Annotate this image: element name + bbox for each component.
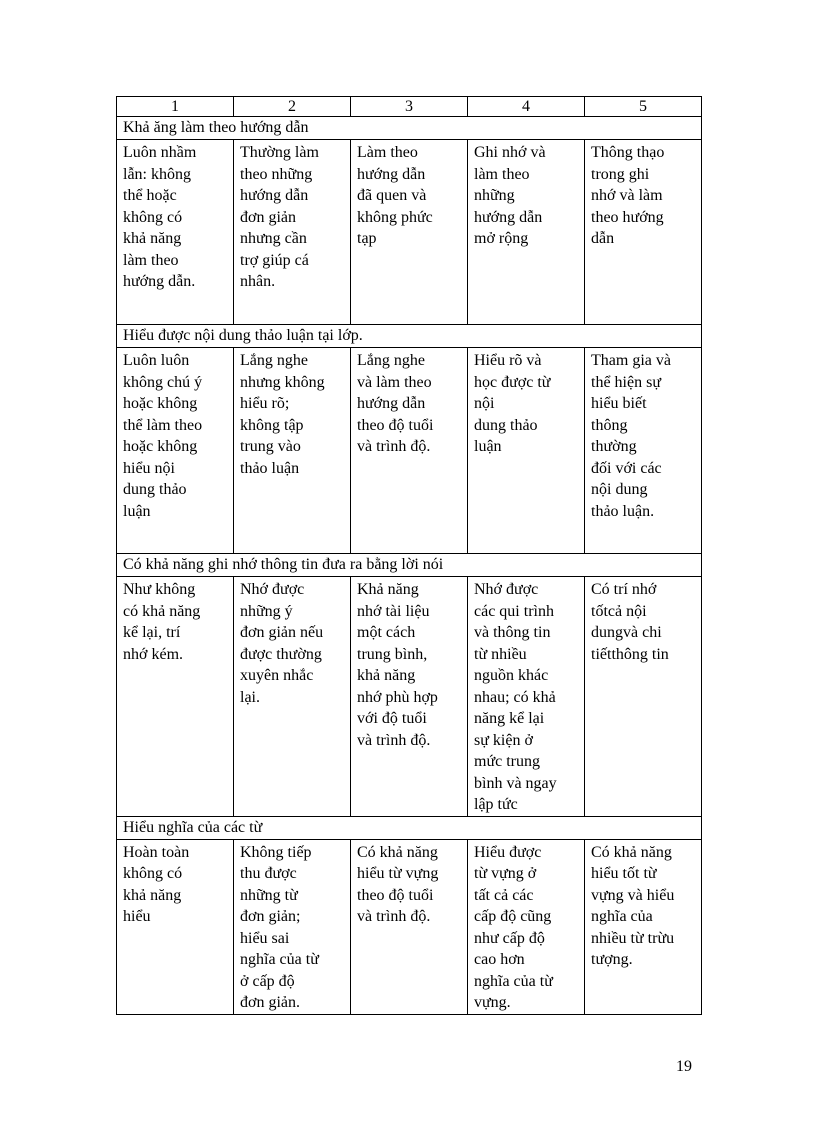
cell-line: đã quen và [357, 187, 427, 204]
level-1-cell [117, 348, 234, 554]
cell-line: hiểu từ vựng [357, 865, 439, 882]
cell-line: mức trung [474, 753, 540, 770]
cell-line: hoặc không [123, 395, 198, 412]
cell-line: nhớ và làm [591, 187, 663, 204]
section-title: Hiểu nghĩa của các từ [117, 816, 702, 839]
cell-line: Hoàn toàn [123, 843, 190, 861]
cell-line: Ghi nhớ và [474, 144, 546, 161]
cell-line: làm theo [123, 251, 179, 269]
cell-line: với độ tuổi [357, 710, 427, 727]
cell-line: khả năng [123, 886, 182, 904]
cell-line: nghĩa của từ [474, 972, 553, 990]
cell-line: những ý [240, 602, 293, 620]
cell-line: xuyên nhắc [240, 667, 314, 684]
cell-line: Lắng nghe [357, 352, 425, 369]
level-2-cell [234, 140, 351, 325]
level-4-cell [468, 140, 585, 325]
level-1-cell [117, 839, 234, 1014]
level-4-cell [468, 839, 585, 1014]
cell-line: không có [123, 208, 183, 226]
level-5-cell [585, 839, 702, 1014]
cell-line: từ nhiều [474, 645, 527, 663]
table-row [117, 577, 702, 817]
cell-line: hướng dẫn [357, 165, 426, 183]
cell-line: không có [123, 865, 183, 882]
cell-line: từ vựng ở [474, 865, 537, 882]
cell-line: nguồn khác [474, 667, 549, 684]
cell-line: theo độ tuổi [357, 886, 434, 904]
cell-line: lại. [240, 688, 260, 706]
cell-line: nhưng cần [240, 230, 307, 247]
level-3-cell [351, 577, 468, 817]
cell-line: tốtcả nội [591, 602, 647, 620]
cell-line: Thường làm [240, 144, 319, 161]
cell-line: lập tức [474, 796, 518, 813]
cell-line: tạp [357, 230, 377, 247]
table-row [117, 839, 702, 1014]
cell-line: nhớ tài liệu [357, 602, 430, 620]
cell-line: Thông thạo [591, 144, 665, 161]
cell-line: đơn giản. [240, 994, 301, 1011]
cell-line: trung vào [240, 438, 301, 455]
assessment-table [116, 96, 702, 1015]
level-4-cell [468, 348, 585, 554]
cell-line: thu được [240, 865, 297, 882]
column-header: 3 [351, 97, 468, 117]
level-4-cell [468, 577, 585, 817]
level-2-cell [234, 577, 351, 817]
cell-line: cấp độ cũng [474, 908, 552, 925]
cell-line: Khả năng [357, 581, 419, 598]
cell-line: Hiểu được [474, 843, 542, 861]
cell-line: nhân. [240, 273, 276, 290]
cell-line: hiểu nội [123, 459, 175, 477]
cell-line: đơn giản; [240, 908, 301, 925]
cell-line: hiểu sai [240, 929, 290, 947]
cell-line: theo hướng [591, 208, 664, 226]
cell-line: hướng dẫn [474, 208, 543, 226]
cell-line: Tham gia và [591, 352, 671, 369]
cell-line: mở rộng [474, 230, 529, 247]
cell-line: được thường [240, 645, 322, 663]
cell-line: lẫn: không [123, 165, 191, 183]
cell-line: nội dung [591, 481, 648, 498]
column-header: 2 [234, 97, 351, 117]
cell-line: và trình độ. [357, 438, 431, 455]
cell-line: không phức [357, 208, 433, 226]
cell-line: theo độ tuổi [357, 416, 434, 434]
cell-line: nghĩa của [591, 908, 653, 925]
cell-line: nhưng không [240, 373, 325, 391]
cell-line: thảo luận. [591, 502, 655, 520]
level-1-cell [117, 577, 234, 817]
cell-line: nhớ phù hợp [357, 688, 438, 706]
cell-line: thể hiện sự [591, 373, 661, 391]
cell-line: hiểu rõ; [240, 395, 290, 412]
cell-line: trung bình, [357, 645, 428, 663]
cell-line: dungvà chi [591, 624, 662, 641]
cell-line: tất cả các [474, 886, 534, 904]
section-title-row [117, 325, 702, 348]
cell-line: thường [591, 438, 637, 455]
cell-line: vựng và hiểu [591, 886, 675, 904]
cell-line: kể lại, trí [123, 624, 181, 641]
cell-line: thể làm theo [123, 416, 203, 434]
cell-line: Luôn nhầm [123, 144, 197, 161]
cell-line: cao hơn [474, 951, 525, 968]
cell-line: như cấp độ [474, 929, 545, 947]
cell-line: đơn giản [240, 208, 297, 226]
cell-line: hoặc không [123, 438, 198, 455]
cell-line: không chú ý [123, 373, 203, 391]
level-5-cell [585, 140, 702, 325]
cell-line: sự kiện ở [474, 731, 533, 749]
section-title: Có khả năng ghi nhớ thông tin đưa ra bằng lời nói [117, 554, 702, 577]
cell-line: năng kể lại [474, 710, 545, 727]
cell-line: Có trí nhớ [591, 581, 657, 598]
cell-line: nhiều từ trừu [591, 929, 675, 947]
level-3-cell [351, 348, 468, 554]
cell-line: thể hoặc [123, 187, 177, 204]
cell-line: Không tiếp [240, 843, 312, 861]
cell-line: luận [474, 438, 502, 455]
cell-line: học được từ [474, 373, 551, 391]
cell-line: có khả năng [123, 602, 201, 620]
cell-line: thảo luận [240, 459, 300, 477]
page-number: 19 [676, 1058, 692, 1075]
column-header: 5 [585, 97, 702, 117]
cell-line: làm theo [474, 165, 530, 183]
cell-line: Như không [123, 581, 196, 598]
level-2-cell [234, 348, 351, 554]
header-row [117, 97, 702, 117]
cell-line: Luôn luôn [123, 352, 190, 369]
cell-line: các qui trình [474, 602, 554, 620]
cell-line: nhau; có khả [474, 688, 556, 706]
section-title-row [117, 816, 702, 839]
cell-line: và trình độ. [357, 908, 431, 925]
cell-line: đơn giản nếu [240, 624, 324, 641]
cell-line: bình và ngay [474, 774, 557, 792]
table-row [117, 348, 702, 554]
cell-line: ở cấp độ [240, 972, 295, 990]
cell-line: Có khả năng [357, 843, 438, 861]
cell-line: luận [123, 502, 151, 520]
column-header: 1 [117, 97, 234, 117]
section-title-row [117, 117, 702, 140]
cell-line: hướng dẫn. [123, 273, 196, 290]
section-title: Hiểu được nội dung thảo luận tại lớp. [117, 325, 702, 348]
level-1-cell [117, 140, 234, 325]
cell-line: nghĩa của từ [240, 951, 319, 968]
cell-line: những [474, 187, 515, 204]
cell-line: và làm theo [357, 373, 432, 391]
cell-line: nội [474, 395, 495, 412]
cell-line: trong ghi [591, 165, 650, 183]
cell-line: và trình độ. [357, 731, 431, 749]
level-5-cell [585, 577, 702, 817]
cell-line: không tập [240, 416, 304, 434]
cell-line: hiểu tốt từ [591, 865, 657, 882]
level-2-cell [234, 839, 351, 1014]
cell-line: những từ [240, 886, 298, 904]
cell-line: theo những [240, 165, 313, 183]
level-3-cell [351, 839, 468, 1014]
cell-line: Làm theo [357, 144, 418, 161]
section-title-row [117, 554, 702, 577]
cell-line: khả năng [357, 667, 416, 684]
cell-line: Nhớ được [240, 581, 305, 598]
level-5-cell [585, 348, 702, 554]
cell-line: nhớ kém. [123, 645, 184, 663]
cell-line: hiểu biết [591, 395, 647, 412]
cell-line: dung thảo [474, 416, 538, 434]
cell-line: và thông tin [474, 624, 551, 641]
column-header: 4 [468, 97, 585, 117]
table-row [117, 140, 702, 325]
cell-line: tượng. [591, 951, 633, 968]
section-title: Khả ăng làm theo hướng dẫn [117, 117, 702, 140]
cell-line: khả năng [123, 230, 182, 247]
cell-line: Lắng nghe [240, 352, 308, 369]
cell-line: trợ giúp cá [240, 251, 309, 269]
cell-line: Có khả năng [591, 843, 672, 861]
cell-line: hướng dẫn [240, 187, 309, 204]
cell-line: Nhớ được [474, 581, 539, 598]
cell-line: một cách [357, 624, 416, 641]
cell-line: hiểu [123, 908, 151, 925]
cell-line: hướng dẫn [357, 395, 426, 412]
cell-line: dung thảo [123, 481, 187, 498]
level-3-cell [351, 140, 468, 325]
cell-line: tiếtthông tin [591, 645, 669, 663]
cell-line: thông [591, 416, 628, 434]
cell-line: vựng. [474, 994, 511, 1011]
cell-line: dẫn [591, 230, 615, 247]
cell-line: Hiểu rõ và [474, 352, 542, 369]
cell-line: đối với các [591, 459, 662, 477]
